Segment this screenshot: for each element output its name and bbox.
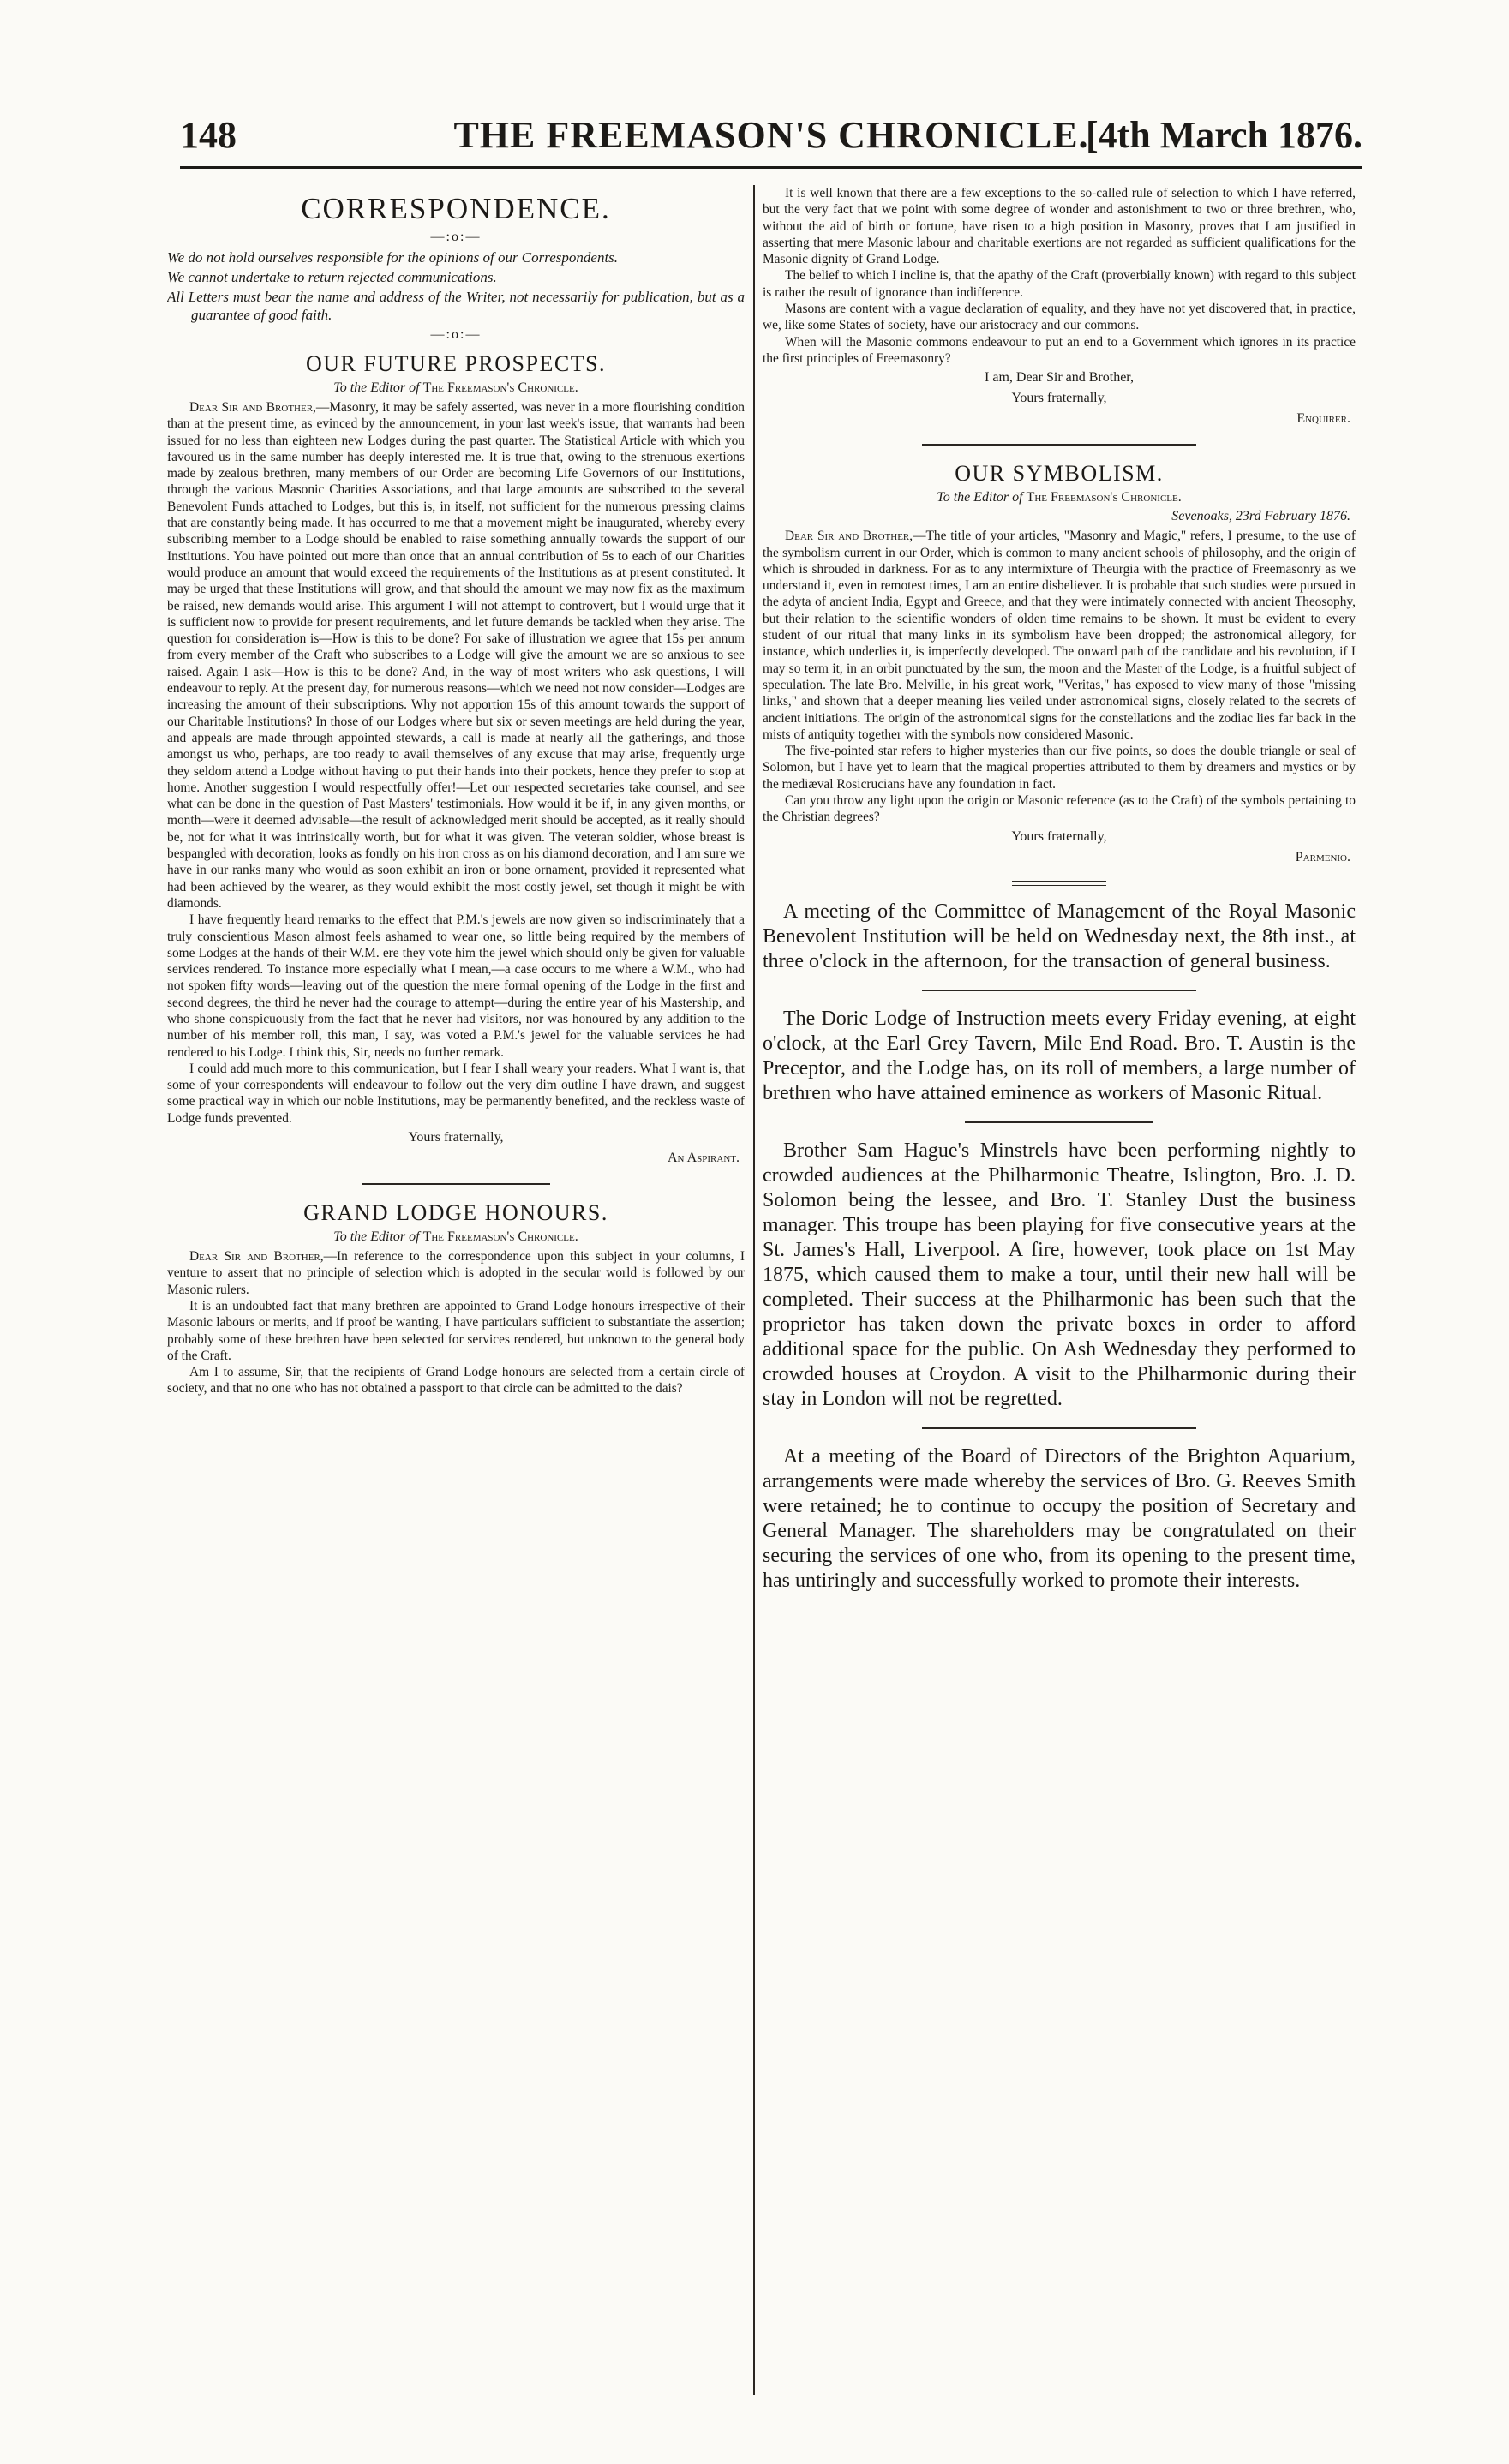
section-rule	[922, 1427, 1196, 1429]
closing: Yours fraternally,	[408, 1130, 504, 1145]
letter-paragraph: When will the Masonic commons endeavour to put an end to a Government which ignores in its practice the first principles of Freemasonry?	[763, 334, 1356, 366]
to-editor-line: To the Editor of The Freemason's Chronicle.	[937, 490, 1182, 505]
signature: Parmenio.	[1295, 849, 1350, 864]
letter-paragraph: The five-pointed star refers to higher mysteries than our five points, so does the double triangle or seal of Solomon, but I have yet to learn that the magical properties attributed to them by dreamers and mystics or by the mediæval Rosicrucians have any foundation in fact.	[763, 744, 1356, 792]
section-rule	[362, 1183, 550, 1185]
signature: An Aspirant.	[667, 1151, 740, 1166]
letter-paragraph: Dear Sir and Brother,—The title of your articles, "Masonry and Magic," refers, I presume, to the use of the symbolism current in our Order, which is common to many ancient schools of philosophy, and the origin of which is shrouded in darkness. For as to any intermixture of Theurgia with the practice of Freemasonry as we understand it, even in remotest times, I am an entire disbeliever. It is probable that such studies were pursued in the adyta of ancient India, Egypt and Greece, and that they were intimately connected with ancient Theosophy, but their relation to the scientific wonders of olden time remains to be shown. It must be evident to every student of our ritual that many links in its symbolism have been dropped; the astronomical allegory, for instance, which underlies it, is imperfectly developed. The onward path of the candidate and his revolution, if I may so term it, in an orbit punctuated by the sun, the moon and the Master of the Lodge, is a fruitful subject of speculation. The late Bro. Melville, in his great work, "Veritas," has exposed to view many of those "missing links," and shown that a deeper meaning lies veiled under astronomical signs, closely related to the secrets of ancient initiations. The origin of the astronomical signs for the constellations and the zodiac lies far back in the mists of antiquity together with the symbols now considered Masonic.	[763, 529, 1356, 742]
letter-paragraph: It is well known that there are a few exceptions to the so-called rule of selection to which I have referred, but the very fact that we point with some degree of wonder and astonishment to two or three brethren, who, without the aid of birth or fortune, have risen to a high position in Masonry, proves that I am justified in asserting that mere Masonic labour and charitable exertions are not regarded as sufficient qualifications for the Masonic dignity of Grand Lodge.	[763, 186, 1356, 267]
letter-paragraph: Masons are content with a vague declaration of equality, and they have not yet discovered that, in practice, we, like some States of society, have our aristocracy and our commons.	[763, 302, 1356, 333]
letter-paragraph: Am I to assume, Sir, that the recipients of Grand Lodge honours are selected from a certain circle of society, and that no one who has not obtained a passport to that circle can be admitted to the dais?	[167, 1365, 745, 1396]
news-notice: The Doric Lodge of Instruction meets every Friday evening, at eight o'clock, at the Earl Grey Tavern, Mile End Road. Bro. T. Austin is the Preceptor, and the Lodge has, on its roll of members, a large number of brethren who have attained eminence as workers of Masonic Ritual.	[763, 1007, 1356, 1104]
section-rule	[922, 444, 1196, 446]
letter-paragraph: The belief to which I incline is, that the apathy of the Craft (proverbially known) with regard to this subject is rather the result of ignorance than indifference.	[763, 268, 1356, 300]
ornament: —:o:—	[430, 230, 482, 244]
to-editor-line: To the Editor of The Freemason's Chronicle.	[333, 1229, 578, 1245]
masthead	[180, 110, 1362, 169]
letter-paragraph: It is an undoubted fact that many brethren are appointed to Grand Lodge honours irrespective of their Masonic labours or merits, and if proof be wanting, I have particulars sufficient to substantiate the assertion; probably some of these brethren have been selected for services rendered, but unknown to the general body of the Craft.	[167, 1298, 745, 1363]
column-divider	[753, 185, 755, 2395]
editorial-notice: All Letters must bear the name and address of the Writer, not necessarily for publication, but as a guarantee of good faith.	[167, 289, 745, 323]
letter-paragraph: Dear Sir and Brother,—In reference to the correspondence upon this subject in your columns, I venture to assert that no principle of selection which is adopted in the secular world is followed by our Masonic rulers.	[167, 1249, 745, 1297]
section-rule	[1012, 881, 1106, 886]
news-notice: Brother Sam Hague's Minstrels have been performing nightly to crowded audiences at the Philharmonic Theatre, Islington, Bro. J. D. Solomon being the lessee, and Bro. T. Stanley Dust the business manager. This troupe has been playing for five consecutive years at the St. James's Hall, Liverpool. A fire, however, took place on 1st May 1875, which caused them to make a tour, until their new hall will be completed. Their success at the Philharmonic has been such that the proprietor has taken down the private boxes in order to afford additional space for the public. On Ash Wednesday they performed to crowded houses at Croydon. A visit to the Philharmonic during their stay in London will not be regretted.	[763, 1139, 1356, 1410]
section-rule	[965, 1121, 1153, 1123]
editorial-notice: We do not hold ourselves responsible for the opinions of our Correspondents.	[167, 249, 619, 266]
letter-paragraph: Dear Sir and Brother,—Masonry, it may be safely asserted, was never in a more flourishing condition than at the present time, as evinced by the announcement, in your last week's issue, that warrants had been issued for no less than eighteen new Lodges during the past quarter. The Statistical Article with which you favoured us in the same number has deeply interested me. It is true that, owing to the strenuous exertions made by zealous brethren, many members of our Order are becoming Life Governors of our Institutions, through the various Masonic Charities Associations, and that large amounts are subscribed to the several Benevolent Funds attached to Lodges, but this is, in itself, not sufficient for the numerous pressing claims that are constantly being made. It has occurred to me that a movement might be inaugurated, whereby every subscribing member to a Lodge should be enabled to raise something annually towards the support of our Institutions. You have pointed out more than once that an annual contribution of 5s to each of our Charities would produce an amount that would exceed the requirements of the Institutions as at present constituted. It may be urged that these Institutions will grow, and that should the amount we may now fix as the maximum be raised, new demands would arise. This argument I will not attempt to controvert, but I would urge that it is sufficient now to provide for present requirements, and let future demands be tackled when they arise. The question for consideration is—How is this to be done? For sake of illustration we agree that 15s per annum from every member of the Craft who subscribes to a Lodge will give the amount we are so anxious to see raised. Again I ask—How is this to be done? And, in the way of most writers who ask questions, I will endeavour to reply. At the present day, for numerous reasons—which we need not now consider—Lodges are increasing the amount of their subscriptions. Why not apportion 15s of this amount towards the support of our Charitable Institutions? In those of our Lodges where but six or seven meetings are held during the year, and appeals are made through appointed stewards, a call is made at nearly all the gatherings, and those amongst us who, perhaps, are too ready to avail themselves of any excuse that may arise, frequently urge they seldom attend a Lodge without having to put their hands into their pockets, hence they prefer to stop at home. Another suggestion I would respectfully offer!—Let our respected secretaries take counsel, and see what can be done in the question of Past Masters' testimonials. How would it be if, in any given months, or month—were it deemed advisable—the result of acknowledged merit should be accepted, as it really should be, not for what it was intrinsically worth, but for what it was given. The veteran soldier, whose breast is bespangled with decoration, looks as fondly on his iron cross as on his diamond decoration, and I am sure we have in our ranks many who would as soon exhibit an iron or bone ornament, provided it represented what had been achieved by the wearer, as they would exhibit the most costly jewel, set though it might be with diamonds.	[167, 400, 745, 911]
article-title-grand-lodge: GRAND LODGE HONOURS.	[303, 1200, 608, 1226]
salutation: Dear Sir and Brother,	[189, 1249, 324, 1265]
correspondence-heading: CORRESPONDENCE.	[301, 192, 611, 225]
dateline: Sevenoaks, 23rd February 1876.	[1171, 509, 1350, 524]
letter-paragraph: I could add much more to this communication, but I fear I shall weary your readers. What I want is, that some of your correspondents will endeavour to follow out the very dim outline I have drawn, and suggest some practical way in which our noble Institutions, may be permanently benefited, and the reckless waste of Lodge funds prevented.	[167, 1061, 745, 1126]
signature: Enquirer.	[1296, 411, 1350, 427]
section-rule	[922, 990, 1196, 991]
right-column	[763, 185, 1356, 2395]
news-notice: A meeting of the Committee of Management of the Royal Masonic Benevolent Institution will be held on Wednesday next, the 8th inst., at three o'clock in the afternoon, for the transaction of general business.	[763, 900, 1356, 972]
salutation: Dear Sir and Brother,	[785, 529, 913, 544]
letter-paragraph: Can you throw any light upon the origin or Masonic reference (as to the Craft) of the symbols pertaining to the Christian degrees?	[763, 793, 1356, 825]
letter-paragraph: I have frequently heard remarks to the effect that P.M.'s jewels are now given so indiscriminately that a truly conscientious Mason almost feels ashamed to wear one, so little being required by the members of some Lodges at the hands of their W.M. ere they vote him the jewel which should only be given for valuable services rendered. To instance more especially what I mean,—a case occurs to me where a W.M., who had not spoken fifty words—leaving out of the question the mere formal opening of the Lodge in the first and second degrees, the third he never had the courage to attempt—during the entire year of his Mastership, and who shone conspicuously from the fact that he never had visitors, nor was honoured by any addition to the number of his member roll, this man, I say, was voted a P.M.'s jewel for the valuable services he had rendered to his Lodge. I think this, Sir, needs no further remark.	[167, 912, 745, 1060]
article-title-symbolism: OUR SYMBOLISM.	[955, 461, 1164, 487]
paper-title: THE FREEMASON'S CHRONICLE.	[453, 114, 1089, 156]
article-title-future: OUR FUTURE PROSPECTS.	[305, 351, 607, 376]
page-number: 148	[180, 114, 237, 156]
closing: Yours fraternally,	[1011, 828, 1107, 844]
to-editor-line: To the Editor of The Freemason's Chronicle.	[333, 380, 578, 395]
left-column	[167, 185, 745, 2395]
closing: Yours fraternally,	[1011, 391, 1107, 406]
closing: I am, Dear Sir and Brother,	[985, 370, 1134, 386]
issue-date: [4th March 1876.	[1085, 114, 1362, 156]
news-notice: At a meeting of the Board of Directors of the Brighton Aquarium, arrangements were made whereby the services of Bro. G. Reeves Smith were retained; he to continue to occupy the position of Secretary and General Manager. The shareholders may be congratulated on their securing the services of one who, from its opening to the present time, has untiringly and successfully worked to promote their interests.	[763, 1444, 1356, 1592]
ornament: —:o:—	[430, 327, 482, 342]
salutation: Dear Sir and Brother,	[189, 400, 316, 415]
editorial-notice: We cannot undertake to return rejected communications.	[167, 269, 497, 285]
